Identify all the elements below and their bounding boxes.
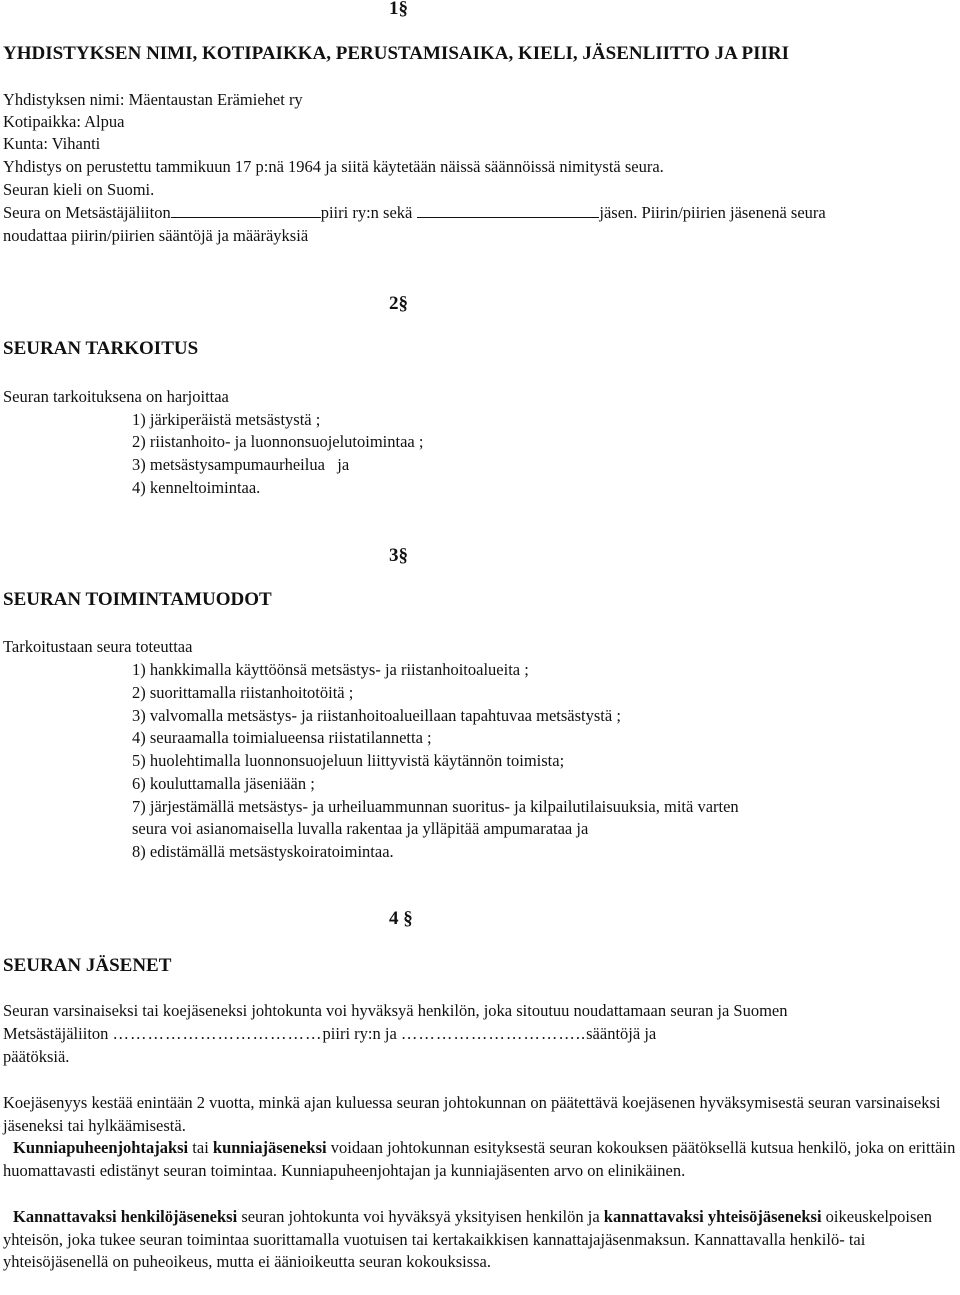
section-heading-3: SEURAN TOIMINTAMUODOT: [3, 589, 272, 610]
paragraph-line: Seuran varsinaiseksi tai koejäseneksi johtokunta voi hyväksyä henkilön, joka sitoutuu noudattamaan seuran ja Suomen: [3, 1001, 788, 1020]
section-number-2: 2§: [389, 293, 408, 314]
text-fragment: oikeuskelpoisen yhteisön, joka tukee seuran toimintaa suorittamalla vuotuisen tai kertakaikkisen kannattajajäsenmaksun. Kannattavalla henkilö- tai yhteisöjäsenellä on puheoikeus, mutta ei äänioikeutta seuran kokouksissa.: [3, 1207, 932, 1272]
list-item: 3) metsästysampumaurheilua ja: [132, 455, 350, 474]
text-fragment: tai: [188, 1138, 213, 1157]
intro-text: Seuran tarkoituksena on harjoittaa: [3, 387, 229, 406]
list-item: 4) seuraamalla toimialueensa riistatilannetta ;: [132, 728, 432, 747]
paragraph-kannattavat: [3, 1206, 958, 1274]
list-item: 6) kouluttamalla jäseniään ;: [132, 774, 315, 793]
section-number-4: 4 §: [389, 908, 413, 929]
paragraph-line: päätöksiä.: [3, 1047, 70, 1066]
blank-line: [417, 203, 599, 218]
text-fragment: sääntöjä ja: [586, 1024, 657, 1043]
text-line: Kunta: Vihanti: [3, 134, 101, 153]
bold-term: kunniajäseneksi: [212, 1138, 327, 1157]
blank-line: [171, 203, 321, 218]
list-item: 2) suorittamalla riistanhoitotöitä ;: [132, 683, 354, 702]
bold-term: Kannattavaksi henkilöjäseneksi: [13, 1207, 238, 1226]
list-item: 5) huolehtimalla luonnonsuojeluun liittyvistä käytännön toimista;: [132, 751, 565, 770]
section-heading-4: SEURAN JÄSENET: [3, 955, 172, 976]
text-line: Yhdistyksen nimi: Mäentaustan Erämiehet ry: [3, 90, 303, 109]
text-line: Kotipaikka: Alpua: [3, 112, 125, 131]
text-fragment: voidaan johtokunnan esityksestä seuran kokouksen päätöksellä kutsua henkilö, joka on erittäin huomattavasti edistänyt seuran toimintaa. Kunniapuheenjohtajan ja kunniajäsenten arvo on elinikäinen.: [3, 1138, 956, 1180]
paragraph-koejasenyys: Koejäsenyys kestää enintään 2 vuotta, minkä ajan kuluessa seuran johtokunnan on päätettävä koejäsenen hyväksymisestä seuran varsinaiseksi jäseneksi tai hylkäämisestä.: [3, 1093, 941, 1135]
section-heading-1: YHDISTYKSEN NIMI, KOTIPAIKKA, PERUSTAMISAIKA, KIELI, JÄSENLIITTO JA PIIRI: [3, 43, 790, 64]
text-fragment: Metsästäjäliiton: [3, 1024, 109, 1043]
section-heading-2: SEURAN TARKOITUS: [3, 338, 199, 359]
list-item: 4) kenneltoimintaa.: [132, 478, 261, 497]
list-item: 2) riistanhoito- ja luonnonsuojelutoimintaa ;: [132, 432, 424, 451]
list-item: 7) järjestämällä metsästys- ja urheiluammunnan suoritus- ja kilpailutilaisuuksia, mitä varten: [132, 797, 739, 816]
text-line: Yhdistys on perustettu tammikuun 17 p:nä 1964 ja siitä käytetään näissä säännöissä nimitystä seura.: [3, 157, 664, 176]
paragraph-line: [3, 1023, 957, 1045]
bold-term: Kunniapuheenjohtajaksi: [13, 1138, 189, 1157]
dotted-blank: …………………………..: [400, 1024, 587, 1043]
text-fragment: seuran johtokunta voi hyväksyä yksityisen henkilön ja: [237, 1207, 604, 1226]
text-line: noudattaa piirin/piirien sääntöjä ja määräyksiä: [3, 226, 309, 245]
list-item: seura voi asianomaisella luvalla rakentaa ja ylläpitää ampumarataa ja: [132, 819, 589, 838]
text-line: Seuran kieli on Suomi.: [3, 180, 155, 199]
list-item: 8) edistämällä metsästyskoiratoimintaa.: [132, 842, 394, 861]
member-line-part: piiri ry:n sekä: [320, 203, 413, 222]
paragraph-kunniajasenet: [3, 1137, 958, 1182]
dotted-blank: ………………………………: [112, 1024, 323, 1043]
bold-term: kannattavaksi yhteisöjäseneksi: [603, 1207, 822, 1226]
member-line: [3, 202, 826, 224]
intro-text: Tarkoitustaan seura toteuttaa: [3, 637, 193, 656]
list-item: 1) järkiperäistä metsästystä ;: [132, 410, 321, 429]
list-item: 3) valvomalla metsästys- ja riistanhoitoalueillaan tapahtuvaa metsästystä ;: [132, 706, 621, 725]
member-line-part: jäsen. Piirin/piirien jäsenenä seura: [599, 203, 826, 222]
section-number-1: 1§: [389, 0, 408, 19]
member-line-part: Seura on Metsästäjäliiton: [3, 203, 171, 222]
text-fragment: piiri ry:n ja: [322, 1024, 397, 1043]
section-number-3: 3§: [389, 545, 408, 566]
list-item: 1) hankkimalla käyttöönsä metsästys- ja riistanhoitoalueita ;: [132, 660, 529, 679]
